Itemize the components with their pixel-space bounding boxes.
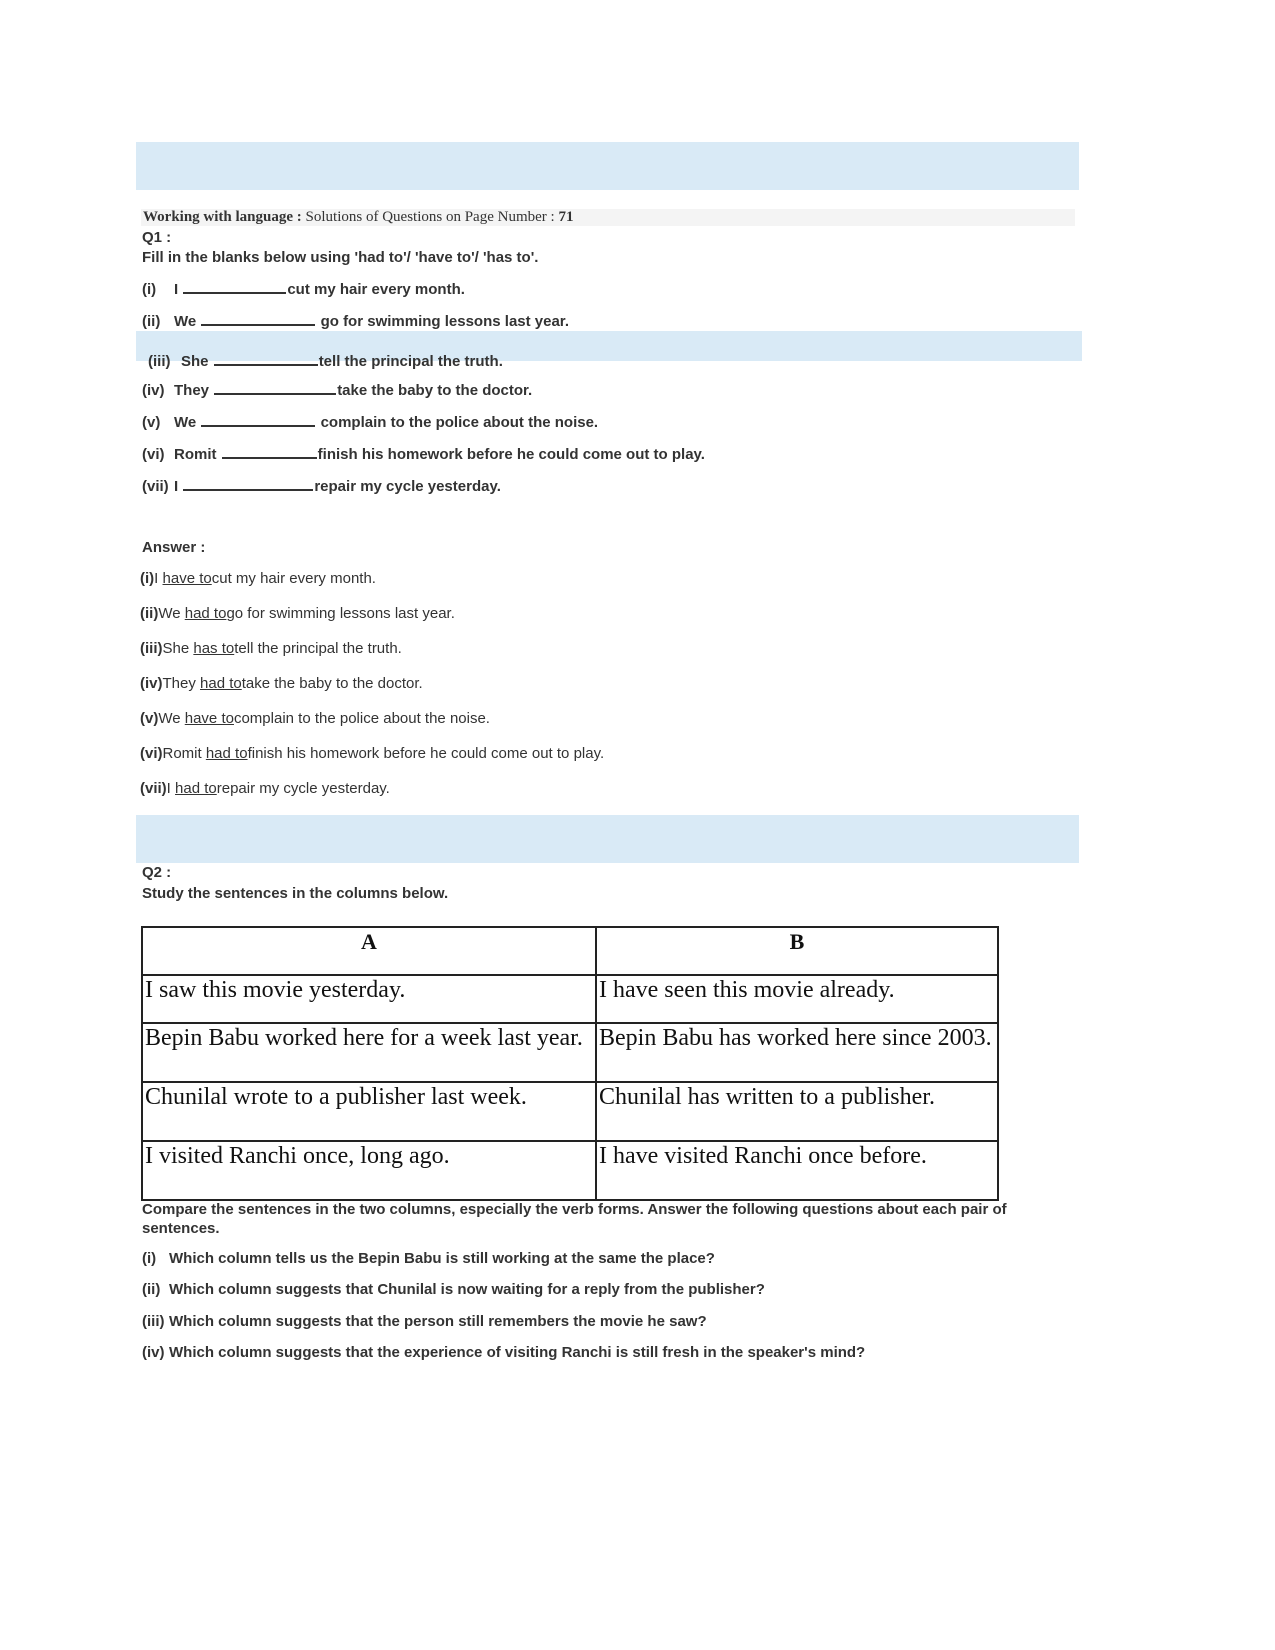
top-band	[136, 142, 1079, 190]
table-row	[142, 1023, 998, 1082]
table-row	[142, 1141, 998, 1200]
answer-fill: had to	[175, 780, 217, 797]
q2-label: Q2 :	[142, 864, 172, 881]
table-cell: Bepin Babu worked here for a week last year.	[142, 1023, 596, 1082]
blank-line	[201, 414, 315, 427]
answer-number: (i)	[140, 570, 155, 587]
item-number: (iv)	[142, 382, 165, 399]
answer-rest: tell the principal the truth.	[234, 640, 402, 657]
item-number: (v)	[142, 414, 161, 431]
question-number: (iv)	[142, 1344, 165, 1361]
table-cell: Chunilal has written to a publisher.	[596, 1082, 998, 1141]
blank-line	[201, 313, 315, 326]
q2-band	[136, 815, 1079, 863]
answer-subject: They	[162, 675, 201, 692]
item-rest: repair my cycle yesterday.	[314, 478, 501, 495]
column-header-a: A	[142, 927, 596, 975]
item-rest: tell the principal the truth.	[318, 353, 503, 370]
answer-item	[140, 640, 402, 657]
table-cell: I have seen this movie already.	[596, 975, 998, 1023]
answer-rest: go for swimming lessons last year.	[226, 605, 455, 622]
answer-subject: We	[158, 710, 185, 727]
q2-instruction: Study the sentences in the columns below.	[142, 885, 449, 902]
table-cell: Bepin Babu has worked here since 2003.	[596, 1023, 998, 1082]
answer-subject: I	[166, 780, 176, 797]
answer-fill: have to	[162, 570, 212, 587]
answer-number: (iii)	[140, 640, 163, 657]
answer-item	[140, 710, 490, 727]
answer-subject: She	[162, 640, 194, 657]
item-subject: Romit	[174, 446, 217, 463]
table-cell: I saw this movie yesterday.	[142, 975, 596, 1023]
item-number: (vi)	[142, 446, 165, 463]
page-number: 71	[558, 209, 574, 225]
answer-item	[140, 745, 604, 762]
item-rest: cut my hair every month.	[287, 281, 465, 298]
item-subject: We	[174, 414, 197, 431]
compare-text: Compare the sentences in the two columns, especially the verb forms. Answer the following questions about each pair of sentences.	[142, 1201, 1007, 1237]
answer-item	[140, 675, 423, 692]
item-rest: complain to the police about the noise.	[316, 414, 599, 431]
item-subject: I	[174, 281, 179, 298]
column-header-b: B	[596, 927, 998, 975]
question-text: Which column tells us the Bepin Babu is still working at the same the place?	[169, 1250, 715, 1267]
answer-label: Answer :	[142, 539, 206, 556]
answer-number: (iv)	[140, 675, 163, 692]
item-rest: finish his homework before he could come out to play.	[317, 446, 705, 463]
table-cell: I have visited Ranchi once before.	[596, 1141, 998, 1200]
answer-number: (vii)	[140, 780, 167, 797]
q1-item	[142, 414, 598, 431]
item-subject: She	[181, 353, 209, 370]
item-number: (iii)	[148, 353, 171, 370]
q1-item	[142, 281, 465, 298]
q1-item	[142, 313, 569, 330]
q1-item	[148, 353, 503, 370]
question-number: (i)	[142, 1250, 157, 1267]
blank-line	[183, 478, 313, 491]
question-text: Which column suggests that Chunilal is now waiting for a reply from the publisher?	[169, 1281, 765, 1298]
q1-item	[142, 446, 705, 463]
q1-item	[142, 382, 532, 399]
answer-rest: finish his homework before he could come out to play.	[247, 745, 605, 762]
question-number: (iii)	[142, 1313, 165, 1330]
item-rest: take the baby to the doctor.	[337, 382, 533, 399]
item-subject: I	[174, 478, 179, 495]
question-text: Which column suggests that the person still remembers the movie he saw?	[169, 1313, 707, 1330]
comparison-table	[141, 926, 999, 1201]
answer-fill: has to	[193, 640, 235, 657]
section-label: Working with language :	[143, 209, 302, 225]
answer-subject: I	[154, 570, 163, 587]
answer-number: (vi)	[140, 745, 163, 762]
q2-question	[142, 1250, 715, 1267]
item-subject: We	[174, 313, 197, 330]
item-number: (i)	[142, 281, 157, 298]
blank-line	[222, 446, 317, 459]
q2-question	[142, 1281, 765, 1298]
q1-label: Q1 :	[142, 229, 172, 246]
blank-line	[214, 353, 318, 366]
answer-rest: complain to the police about the noise.	[233, 710, 490, 727]
table-row	[142, 1082, 998, 1141]
answer-item	[140, 570, 376, 587]
q1-instruction: Fill in the blanks below using 'had to'/ 'have to'/ 'has to'.	[142, 249, 539, 266]
item-rest: go for swimming lessons last year.	[316, 313, 569, 330]
q2-question	[142, 1344, 865, 1361]
answer-number: (v)	[140, 710, 159, 727]
answer-subject: Romit	[162, 745, 206, 762]
answer-subject: We	[158, 605, 185, 622]
answer-item	[140, 780, 390, 797]
answer-number: (ii)	[140, 605, 159, 622]
answer-fill: had to	[200, 675, 242, 692]
answer-fill: had to	[184, 605, 227, 622]
item-number: (vii)	[142, 478, 169, 495]
question-number: (ii)	[142, 1281, 161, 1298]
q1-item	[142, 478, 501, 495]
answer-rest: take the baby to the doctor.	[241, 675, 423, 692]
table-cell: I visited Ranchi once, long ago.	[142, 1141, 596, 1200]
blank-line	[214, 382, 336, 395]
answer-item	[140, 605, 455, 622]
table-header-row	[142, 927, 998, 975]
table-cell: Chunilal wrote to a publisher last week.	[142, 1082, 596, 1141]
table-row	[142, 975, 998, 1023]
item-subject: They	[174, 382, 210, 399]
question-text: Which column suggests that the experience of visiting Ranchi is still fresh in the speaker's mind?	[169, 1344, 866, 1361]
answer-fill: have to	[184, 710, 234, 727]
answer-rest: cut my hair every month.	[211, 570, 376, 587]
answer-fill: had to	[205, 745, 248, 762]
blank-line	[183, 281, 286, 294]
q2-question	[142, 1313, 707, 1330]
item-number: (ii)	[142, 313, 161, 330]
section-text: Solutions of Questions on Page Number :	[301, 209, 559, 225]
answer-rest: repair my cycle yesterday.	[216, 780, 390, 797]
section-header	[141, 209, 1075, 226]
